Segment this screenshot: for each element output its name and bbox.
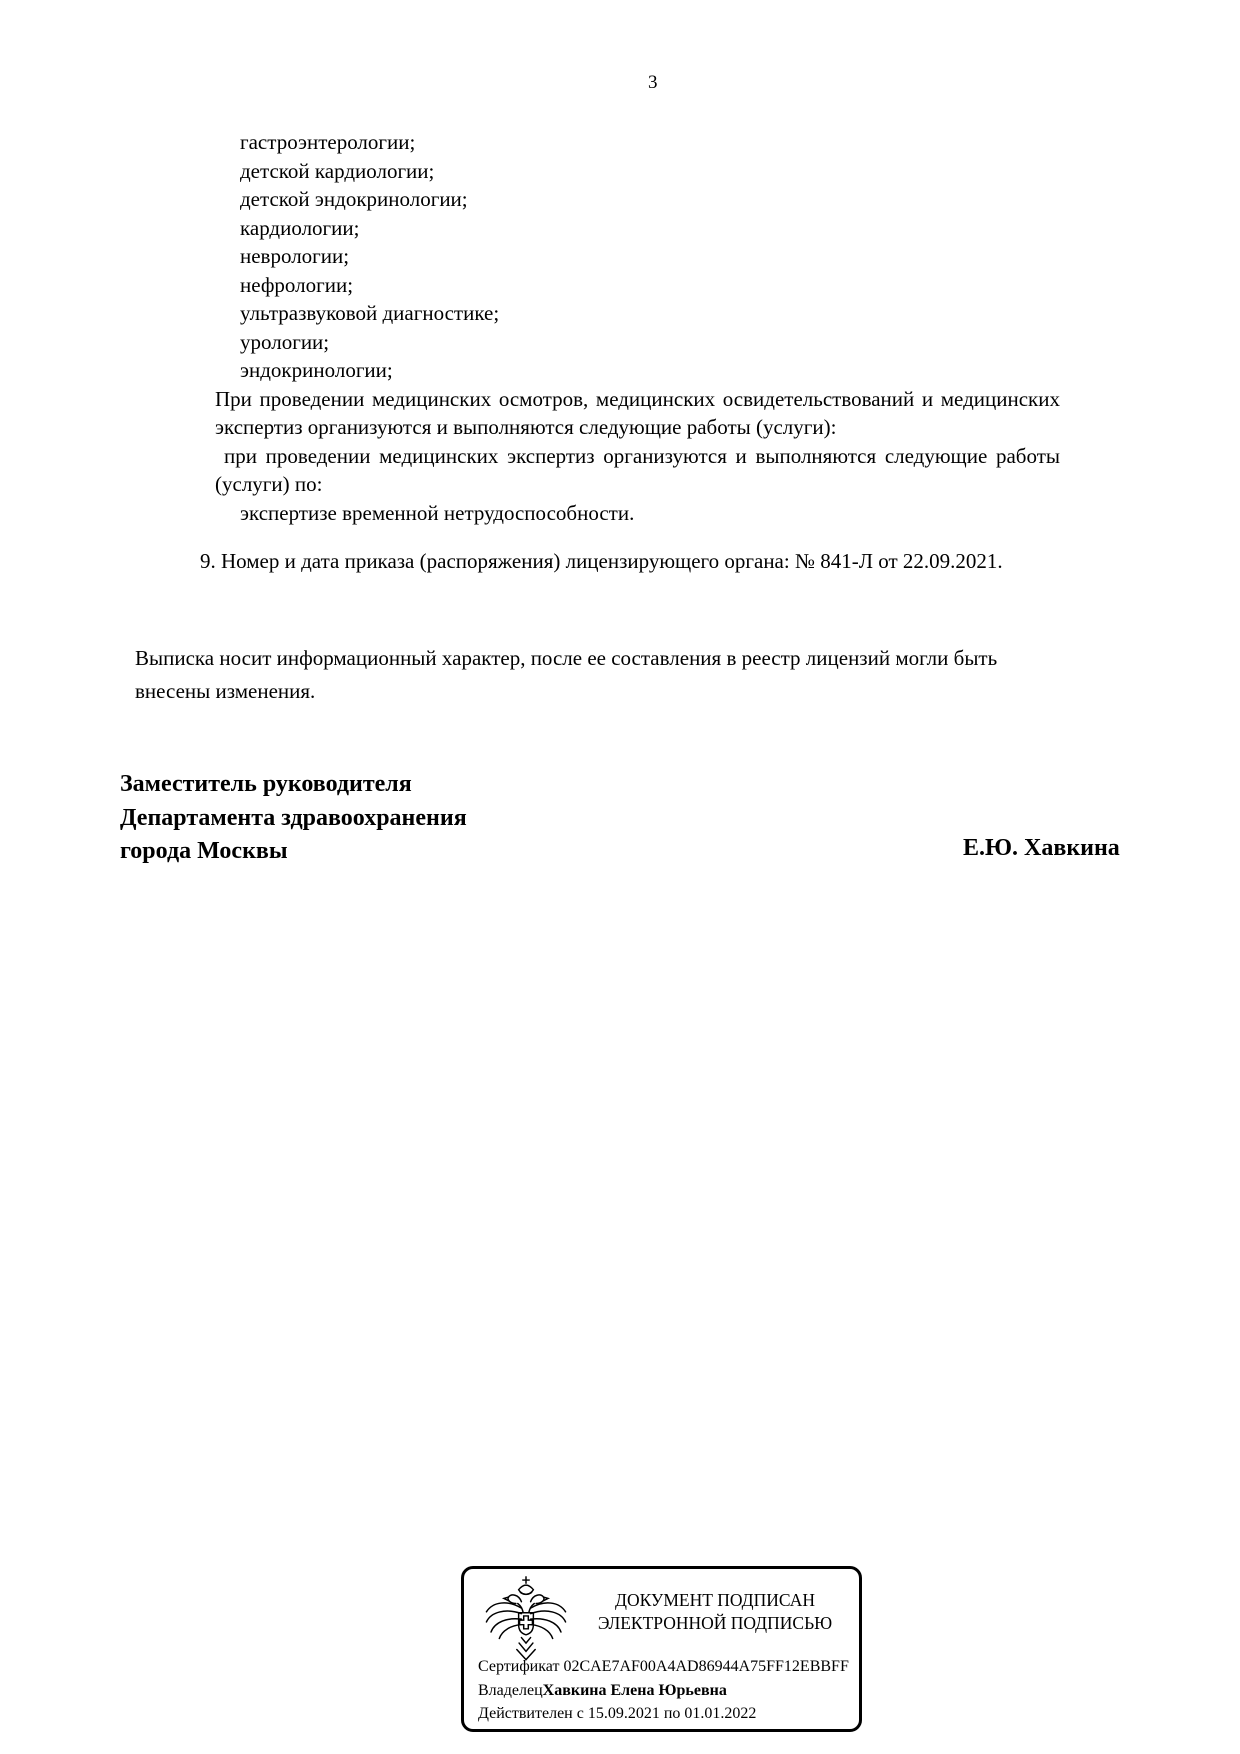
paragraph-medical-exams: При проведении медицинских осмотров, медицинских освидетельствований и медицинских экспертиз организуются и выполняются следующие работы (услуги): — [215, 386, 1060, 439]
electronic-signature-stamp — [461, 1566, 862, 1732]
page-number: 3 — [648, 72, 658, 93]
stamp-validity-line: Действителен с 15.09.2021 по 01.01.2022 — [478, 1705, 757, 1722]
signatory-name: Е.Ю. Хавкина — [963, 835, 1120, 861]
specialty-item: эндокринологии; — [240, 358, 393, 382]
signatory-position-line-3: города Москвы — [120, 838, 288, 864]
stamp-certificate-label: Сертификат — [478, 1658, 564, 1675]
stamp-owner-label: Владелец — [478, 1681, 543, 1699]
signatory-position-line-1: Заместитель руководителя — [120, 771, 412, 797]
specialty-item: урологии; — [240, 329, 330, 354]
signatory-position-line-2: Департамента здравоохранения — [120, 804, 467, 831]
stamp-certificate-value: 02CAE7AF00A4AD86944A75FF12EBBFF — [563, 1658, 849, 1675]
informational-note: Выписка носит информационный характер, после ее составления в реестр лицензий могли быть внесены изменения. — [135, 646, 998, 703]
specialty-item: неврологии; — [240, 244, 350, 268]
stamp-owner-value: Хавкина Елена Юрьевна — [542, 1681, 727, 1699]
double-headed-eagle-icon — [480, 1575, 572, 1667]
specialty-item: детской кардиологии; — [240, 158, 435, 183]
stamp-title-line-1: ДОКУМЕНТ ПОДПИСАН — [615, 1590, 815, 1610]
order-number-line: 9. Номер и дата приказа (распоряжения) лицензирующего органа: № 841-Л от 22.09.2021. — [200, 549, 1003, 573]
stamp-certificate-line — [478, 1655, 857, 1679]
stamp-title-line-2: ЭЛЕКТРОННОЙ ПОДПИСЬЮ — [597, 1613, 833, 1633]
stamp-details — [478, 1655, 857, 1726]
body-text — [200, 128, 1060, 576]
signatory-position — [120, 768, 467, 869]
specialty-list — [215, 128, 1060, 385]
paragraph-expertise-works: при проведении медицинских экспертиз организуются и выполняются следующие работы (услуги) по: — [215, 443, 1060, 496]
specialty-item: кардиологии; — [240, 215, 360, 240]
stamp-owner-line — [478, 1679, 857, 1703]
stamp-title — [576, 1589, 854, 1635]
specialty-item: гастроэнтерологии; — [240, 130, 416, 154]
paragraph-disability-expertise: экспертизе временной нетрудоспособности. — [240, 500, 635, 525]
specialty-item: детской эндокринологии; — [240, 187, 468, 211]
specialty-item: нефрологии; — [240, 272, 354, 297]
specialty-item: ультразвуковой диагностике; — [240, 301, 500, 325]
